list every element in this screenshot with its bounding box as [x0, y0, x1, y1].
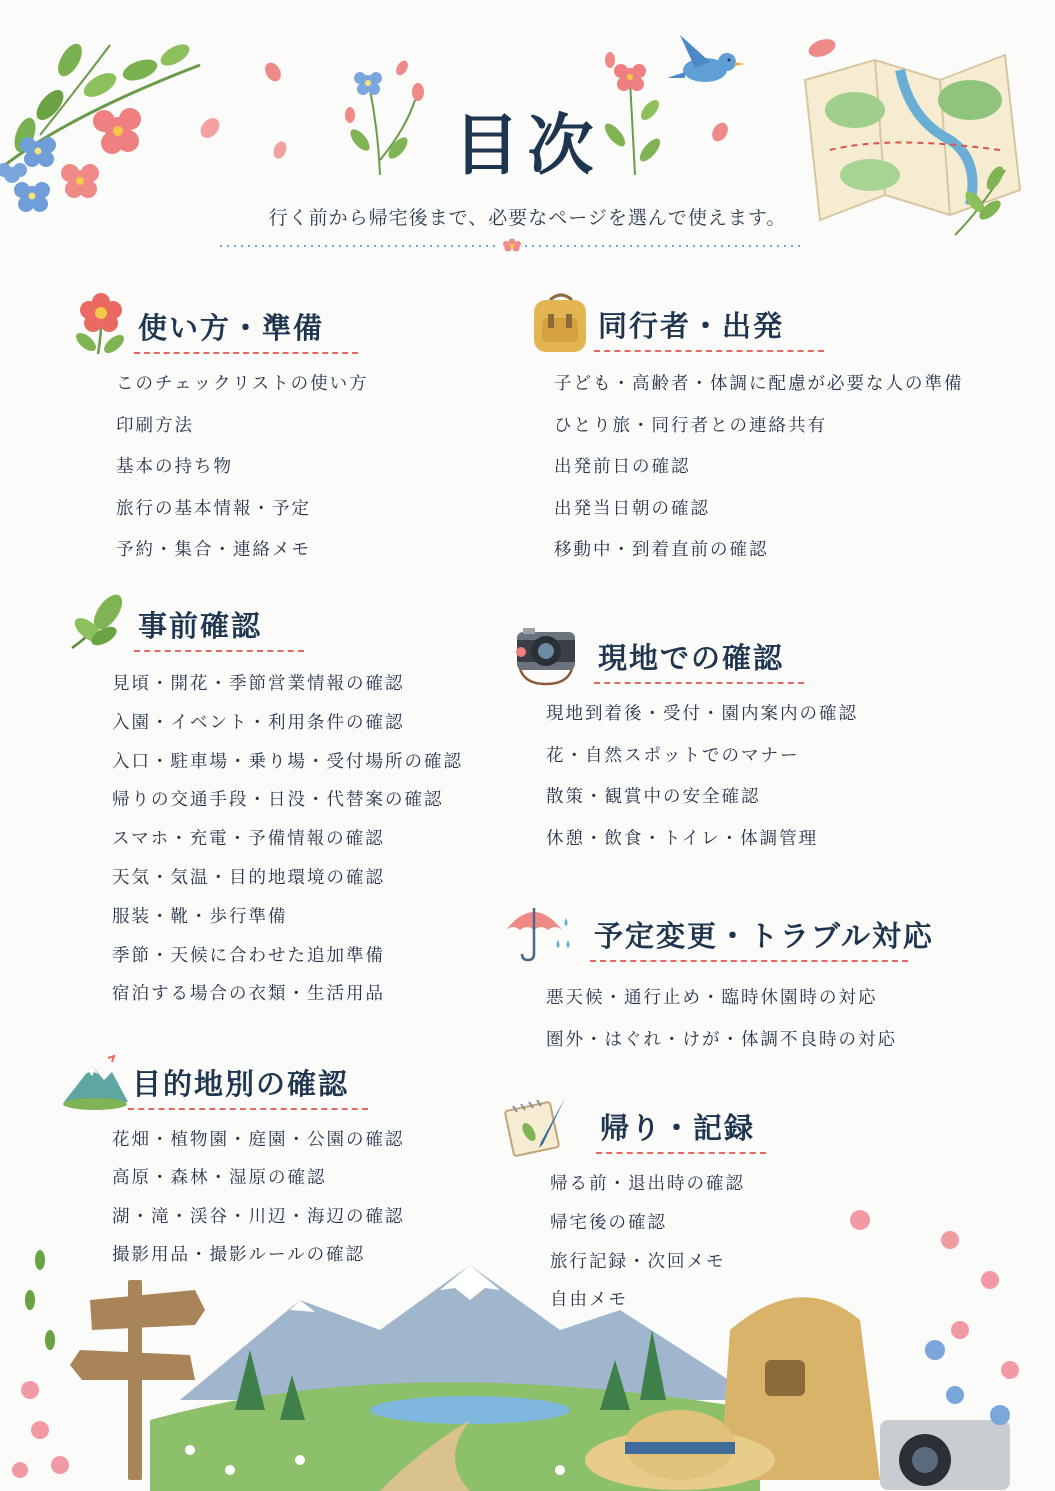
toc-item[interactable]: 休憩・飲食・トイレ・体調管理: [546, 828, 819, 849]
section-companions-departure: [528, 290, 964, 568]
toc-item[interactable]: 旅行記録・次回メモ: [550, 1251, 726, 1272]
toc-item[interactable]: 帰りの交通手段・日没・代替案の確認: [112, 790, 444, 811]
toc-item[interactable]: 圏外・はぐれ・けが・体調不良時の対応: [546, 1029, 897, 1050]
page-title: 目次: [453, 106, 602, 184]
toc-item[interactable]: 季節・天候に合わせた追加準備: [112, 945, 385, 966]
toc-item[interactable]: 予約・集合・連絡メモ: [116, 540, 311, 560]
toc-item[interactable]: 現地到着後・受付・園内案内の確認: [546, 704, 858, 724]
toc-item[interactable]: 見頃・開花・季節営業情報の確認: [112, 674, 405, 694]
toc-item[interactable]: 移動中・到着直前の確認: [554, 540, 769, 560]
toc-item[interactable]: 入口・駐車場・乗り場・受付場所の確認: [112, 751, 463, 772]
section-title: 現地での確認: [598, 641, 785, 675]
flower-icon: [68, 292, 134, 358]
section-title: 予定変更・トラブル対応: [594, 919, 934, 953]
toc-item[interactable]: 旅行の基本情報・予定: [116, 498, 311, 519]
toc-item[interactable]: ひとり旅・同行者との連絡共有: [554, 415, 827, 436]
toc-item[interactable]: 悪天候・通行止め・臨時休園時の対応: [546, 988, 878, 1008]
mountain-icon: [62, 1048, 128, 1114]
section-title: 目的地別の確認: [132, 1067, 350, 1101]
toc-item[interactable]: 宿泊する場合の衣類・生活用品: [112, 984, 385, 1005]
toc-item[interactable]: 自由メモ: [550, 1290, 628, 1311]
section-trouble: [524, 900, 934, 1053]
section-underline: [134, 650, 304, 652]
page-subtitle: 行く前から帰宅後まで、必要なページを選んで使えます。: [268, 207, 787, 229]
section-pre-check: [68, 590, 463, 1009]
toc-item[interactable]: このチェックリストの使い方: [116, 374, 369, 394]
section-underline: [128, 1108, 368, 1110]
umbrella-icon: [504, 900, 570, 966]
toc-item[interactable]: 服装・靴・歩行準備: [112, 906, 288, 927]
toc-item[interactable]: 高原・森林・湿原の確認: [112, 1168, 327, 1189]
section-return-record: [530, 1092, 756, 1317]
section-on-site: [528, 622, 858, 858]
notebook-pen-icon: [494, 1092, 578, 1158]
section-underline: [590, 960, 908, 962]
toc-item[interactable]: 帰る前・退出時の確認: [550, 1174, 745, 1194]
leaf-icon: [68, 590, 134, 656]
toc-item[interactable]: 出発前日の確認: [554, 457, 691, 477]
section-underline: [594, 682, 804, 684]
toc-item[interactable]: 印刷方法: [116, 415, 194, 436]
section-title: 帰り・記録: [600, 1111, 756, 1145]
toc-item[interactable]: 花・自然スポットでのマナー: [546, 745, 800, 766]
toc-item[interactable]: 帰宅後の確認: [550, 1212, 667, 1233]
subtitle-divider: [220, 238, 805, 254]
toc-item[interactable]: 子ども・高齢者・体調に配慮が必要な人の準備: [554, 374, 964, 394]
toc-item[interactable]: 散策・観賞中の安全確認: [546, 787, 761, 807]
toc-item[interactable]: スマホ・充電・予備情報の確認: [112, 829, 385, 850]
toc-item[interactable]: 撮影用品・撮影ルールの確認: [112, 1244, 366, 1265]
section-preparation: [68, 292, 369, 570]
camera-icon: [504, 622, 588, 688]
section-title: 同行者・出発: [598, 309, 785, 343]
section-underline: [596, 1152, 766, 1154]
section-title: 事前確認: [138, 609, 263, 643]
section-underline: [594, 350, 824, 352]
section-destination: [62, 1048, 405, 1271]
toc-item[interactable]: 湖・滝・渓谷・川辺・海辺の確認: [112, 1206, 405, 1227]
toc-item[interactable]: 入園・イベント・利用条件の確認: [112, 712, 405, 733]
toc-item[interactable]: 天気・気温・目的地環境の確認: [112, 867, 385, 888]
section-title: 使い方・準備: [138, 311, 325, 345]
toc-item[interactable]: 基本の持ち物: [116, 457, 233, 477]
section-underline: [134, 352, 358, 354]
backpack-icon: [528, 290, 594, 356]
toc-item[interactable]: 出発当日朝の確認: [554, 498, 710, 519]
toc-item[interactable]: 花畑・植物園・庭園・公園の確認: [112, 1130, 405, 1150]
